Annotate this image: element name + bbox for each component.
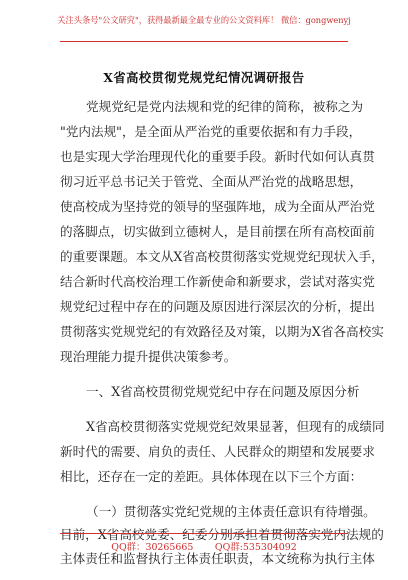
- body-line: 使高校成为坚持党的领导的坚强阵地，成为全面从严治党: [60, 199, 375, 214]
- body-line: 新时代的需要、肩负的责任、人民群众的期望和发展要求: [60, 444, 375, 459]
- section-heading: 一、X省高校贯彻党规党纪中存在问题及原因分析: [86, 384, 360, 399]
- footer: [4, 539, 404, 553]
- body-line: 贯彻落实党规党纪的有效路径及对策，以期为X省各高校实: [60, 324, 384, 339]
- footer-qq-group-1: QQ群：30265665: [111, 542, 194, 553]
- subsection-heading: （一）贯彻落实党纪党规的主体责任意识有待增强。: [86, 504, 376, 519]
- body-line: 也是实现大学治理现代化的重要手段。新时代如何认真贯: [60, 149, 375, 164]
- body-line: X省高校贯彻落实党规党纪效果显著，但现有的成绩同: [86, 419, 385, 434]
- header-notice: 关注头条号"公文研究"，获得最新最全最专业的公文资料库！ 微信：gongwenyj: [57, 15, 351, 25]
- footer-divider: [60, 533, 348, 534]
- document-title: X省高校贯彻党规党纪情况调研报告: [103, 70, 305, 85]
- body-line: 规党纪过程中存在的问题及原因进行深层次的分析，提出: [60, 299, 375, 314]
- footer-qq-group-2: QQ群:535304092: [214, 542, 297, 553]
- header-divider: [60, 41, 348, 42]
- body-line: 彻习近平总书记关于管党、全面从严治党的战略思想，: [60, 174, 363, 189]
- body-line: 结合新时代高校治理工作新使命和新要求，尝试对落实党: [60, 274, 375, 289]
- body-line: 主体责任和监督执行主体责任职责，本文统称为执行主体: [60, 551, 375, 566]
- body-line: 的重要课题。本文从X省高校贯彻落实党规党纪现状入手，: [60, 249, 384, 264]
- body-line: 相比，还存在一定的差距。具体体现在以下三个方面：: [60, 469, 363, 484]
- body-line: "党内法规"，是全面从严治党的重要依据和有力手段，: [60, 124, 362, 139]
- body-line: 党规党纪是党内法规和党的纪律的简称，被称之为: [86, 99, 364, 114]
- body-line: 的落脚点，切实做到立德树人，是目前摆在所有高校面前: [60, 224, 375, 239]
- body-line: 现治理能力提升提供决策参考。: [60, 349, 237, 364]
- body-line: 目前，X省高校党委、纪委分别承担着贯彻落实党内法规的: [60, 527, 384, 542]
